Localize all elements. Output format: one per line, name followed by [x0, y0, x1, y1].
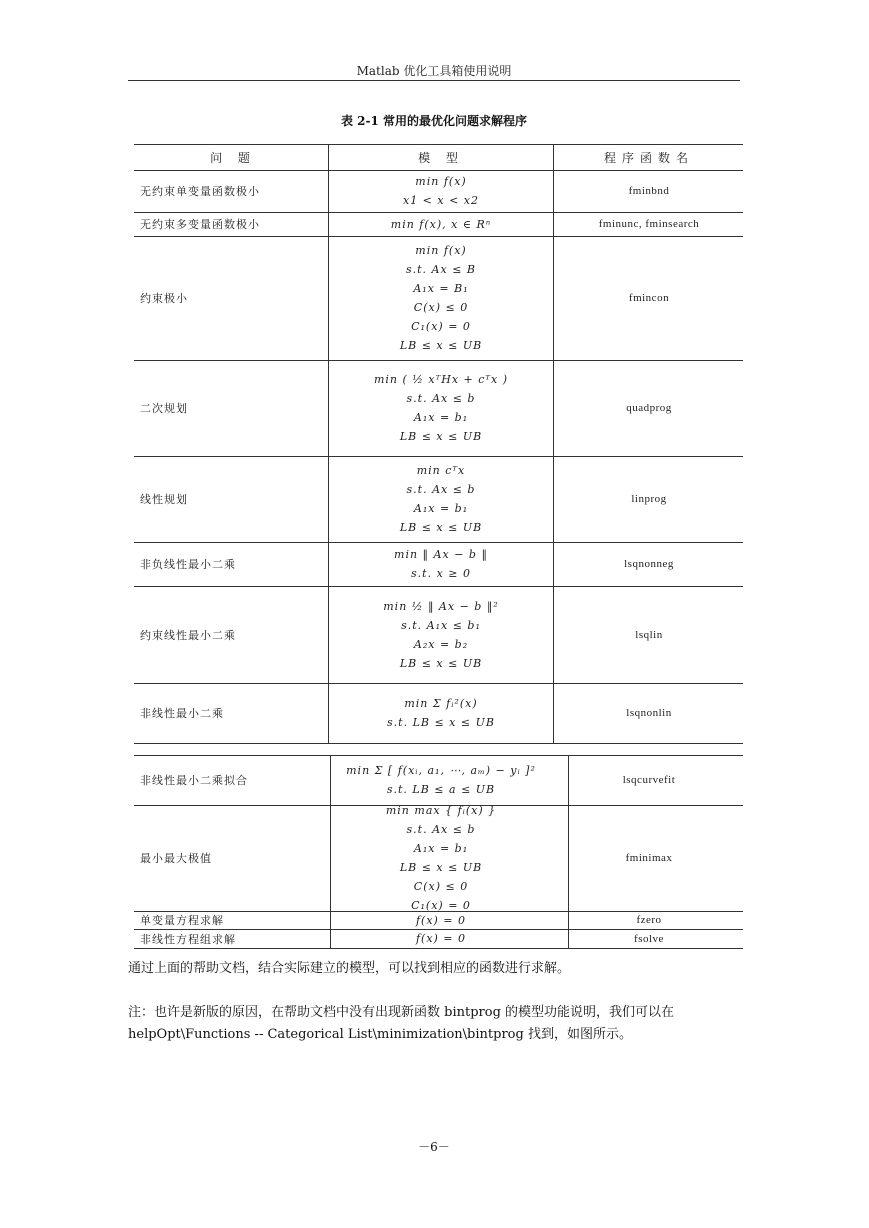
row-function: lsqnonlin — [626, 707, 672, 719]
row-function: fsolve — [634, 932, 664, 945]
row-model — [330, 456, 552, 542]
table-rule — [134, 948, 743, 949]
model-line: f(x) = 0 — [415, 913, 467, 927]
row-function: fminbnd — [628, 185, 670, 197]
row-function: lsqcurvefit — [622, 774, 676, 786]
column-header: 问 题 — [210, 150, 256, 165]
model-line: min ‖ Ax − b ‖ — [394, 548, 488, 561]
row-problem: 二次规划 — [140, 402, 188, 415]
model-line: LB ≤ x ≤ UB — [399, 656, 483, 670]
row-model — [330, 755, 552, 805]
model-line: s.t. Ax ≤ b — [406, 483, 476, 496]
row-model — [330, 683, 552, 743]
row-problem: 非线性最小二乘拟合 — [140, 774, 248, 787]
row-problem: 最小最大极值 — [140, 852, 212, 865]
model-line: s.t. A₁x ≤ b₁ — [401, 618, 481, 632]
model-line: min f(x) — [415, 175, 467, 188]
model-line: min max { fᵢ(x) } — [385, 804, 497, 817]
row-model — [330, 542, 552, 586]
row-function: fminunc, fminsearch — [598, 218, 700, 230]
model-line: s.t. LB ≤ a ≤ UB — [386, 783, 496, 796]
model-line: A₁x = b₁ — [413, 502, 469, 515]
row-function: lsqlin — [635, 628, 663, 641]
model-line: s.t. Ax ≤ b — [406, 392, 476, 405]
model-line: A₂x = b₂ — [413, 637, 469, 651]
row-problem: 约束极小 — [140, 292, 188, 305]
row-model — [330, 170, 552, 212]
model-line: min f(x), x ∈ Rⁿ — [390, 217, 492, 231]
row-problem: 单变量方程求解 — [140, 914, 224, 927]
row-model — [330, 911, 552, 929]
model-line: s.t. x ≥ 0 — [411, 567, 471, 580]
model-line: min Σ [ f(xᵢ, a₁, ⋯, aₘ) − yᵢ ]² — [346, 764, 536, 777]
model-line: s.t. LB ≤ x ≤ UB — [387, 716, 495, 729]
row-problem: 线性规划 — [140, 493, 188, 506]
model-line: s.t. Ax ≤ b — [406, 823, 476, 836]
row-model — [330, 805, 552, 911]
row-model — [330, 929, 552, 948]
row-problem: 非负线性最小二乘 — [140, 558, 236, 571]
model-line: C(x) ≤ 0 — [413, 880, 469, 893]
page-header: Matlab 优化工具箱使用说明 — [128, 62, 740, 81]
row-problem: 非线性方程组求解 — [140, 932, 236, 946]
table-caption: 表 2-1 常用的最优化问题求解程序 — [340, 114, 528, 128]
row-model — [330, 586, 552, 683]
page-number: －6－ — [418, 1140, 450, 1154]
model-line: C₁(x) = 0 — [411, 899, 471, 912]
row-function: linprog — [631, 493, 667, 505]
model-line: A₁x = B₁ — [413, 282, 469, 295]
table-rule — [134, 743, 743, 744]
row-problem: 无约束多变量函数极小 — [140, 218, 260, 231]
paragraph-1: 通过上面的帮助文档，结合实际建立的模型，可以找到相应的函数进行求解。 — [128, 961, 571, 976]
row-function: fmincon — [628, 292, 670, 304]
row-function: lsqnonneg — [624, 558, 674, 570]
model-line: LB ≤ x ≤ UB — [399, 521, 483, 534]
row-problem: 约束线性最小二乘 — [140, 628, 236, 642]
row-problem: 非线性最小二乘 — [140, 707, 224, 720]
row-function: fminimax — [625, 852, 673, 864]
model-line: LB ≤ x ≤ UB — [399, 339, 483, 352]
model-line: LB ≤ x ≤ UB — [399, 861, 483, 874]
row-function: quadprog — [626, 402, 672, 414]
row-problem: 无约束单变量函数极小 — [140, 185, 260, 198]
model-line: min ½ ‖ Ax − b ‖² — [383, 599, 499, 613]
model-line: C(x) ≤ 0 — [413, 301, 469, 314]
model-line: min cᵀx — [416, 464, 466, 477]
model-line: f(x) = 0 — [415, 932, 467, 945]
row-model — [330, 360, 552, 456]
model-line: min Σ fᵢ²(x) — [404, 697, 478, 710]
model-line: C₁(x) = 0 — [411, 320, 471, 333]
table-vrule — [328, 144, 329, 743]
model-line: x1 < x < x2 — [402, 194, 480, 207]
paragraph-2: 注：也许是新版的原因，在帮助文档中没有出现新函数 bintprog 的模型功能说明，我们可以在 helpOpt\Functions -- Categorical List\minimization\bintprog 找到，如图所示。 — [128, 1005, 675, 1042]
model-line: A₁x = b₁ — [413, 411, 469, 424]
column-header: 程序函数名 — [603, 150, 694, 165]
model-line: min ( ½ xᵀHx + cᵀx ) — [373, 373, 509, 386]
column-header: 模 型 — [418, 150, 464, 165]
model-line: LB ≤ x ≤ UB — [399, 430, 483, 443]
row-function: fzero — [636, 914, 662, 926]
row-model — [330, 236, 552, 360]
model-line: min f(x) — [415, 244, 467, 257]
row-model — [330, 212, 552, 236]
model-line: s.t. Ax ≤ B — [406, 263, 476, 276]
model-line: A₁x = b₁ — [413, 842, 469, 855]
table-vrule — [553, 144, 554, 743]
